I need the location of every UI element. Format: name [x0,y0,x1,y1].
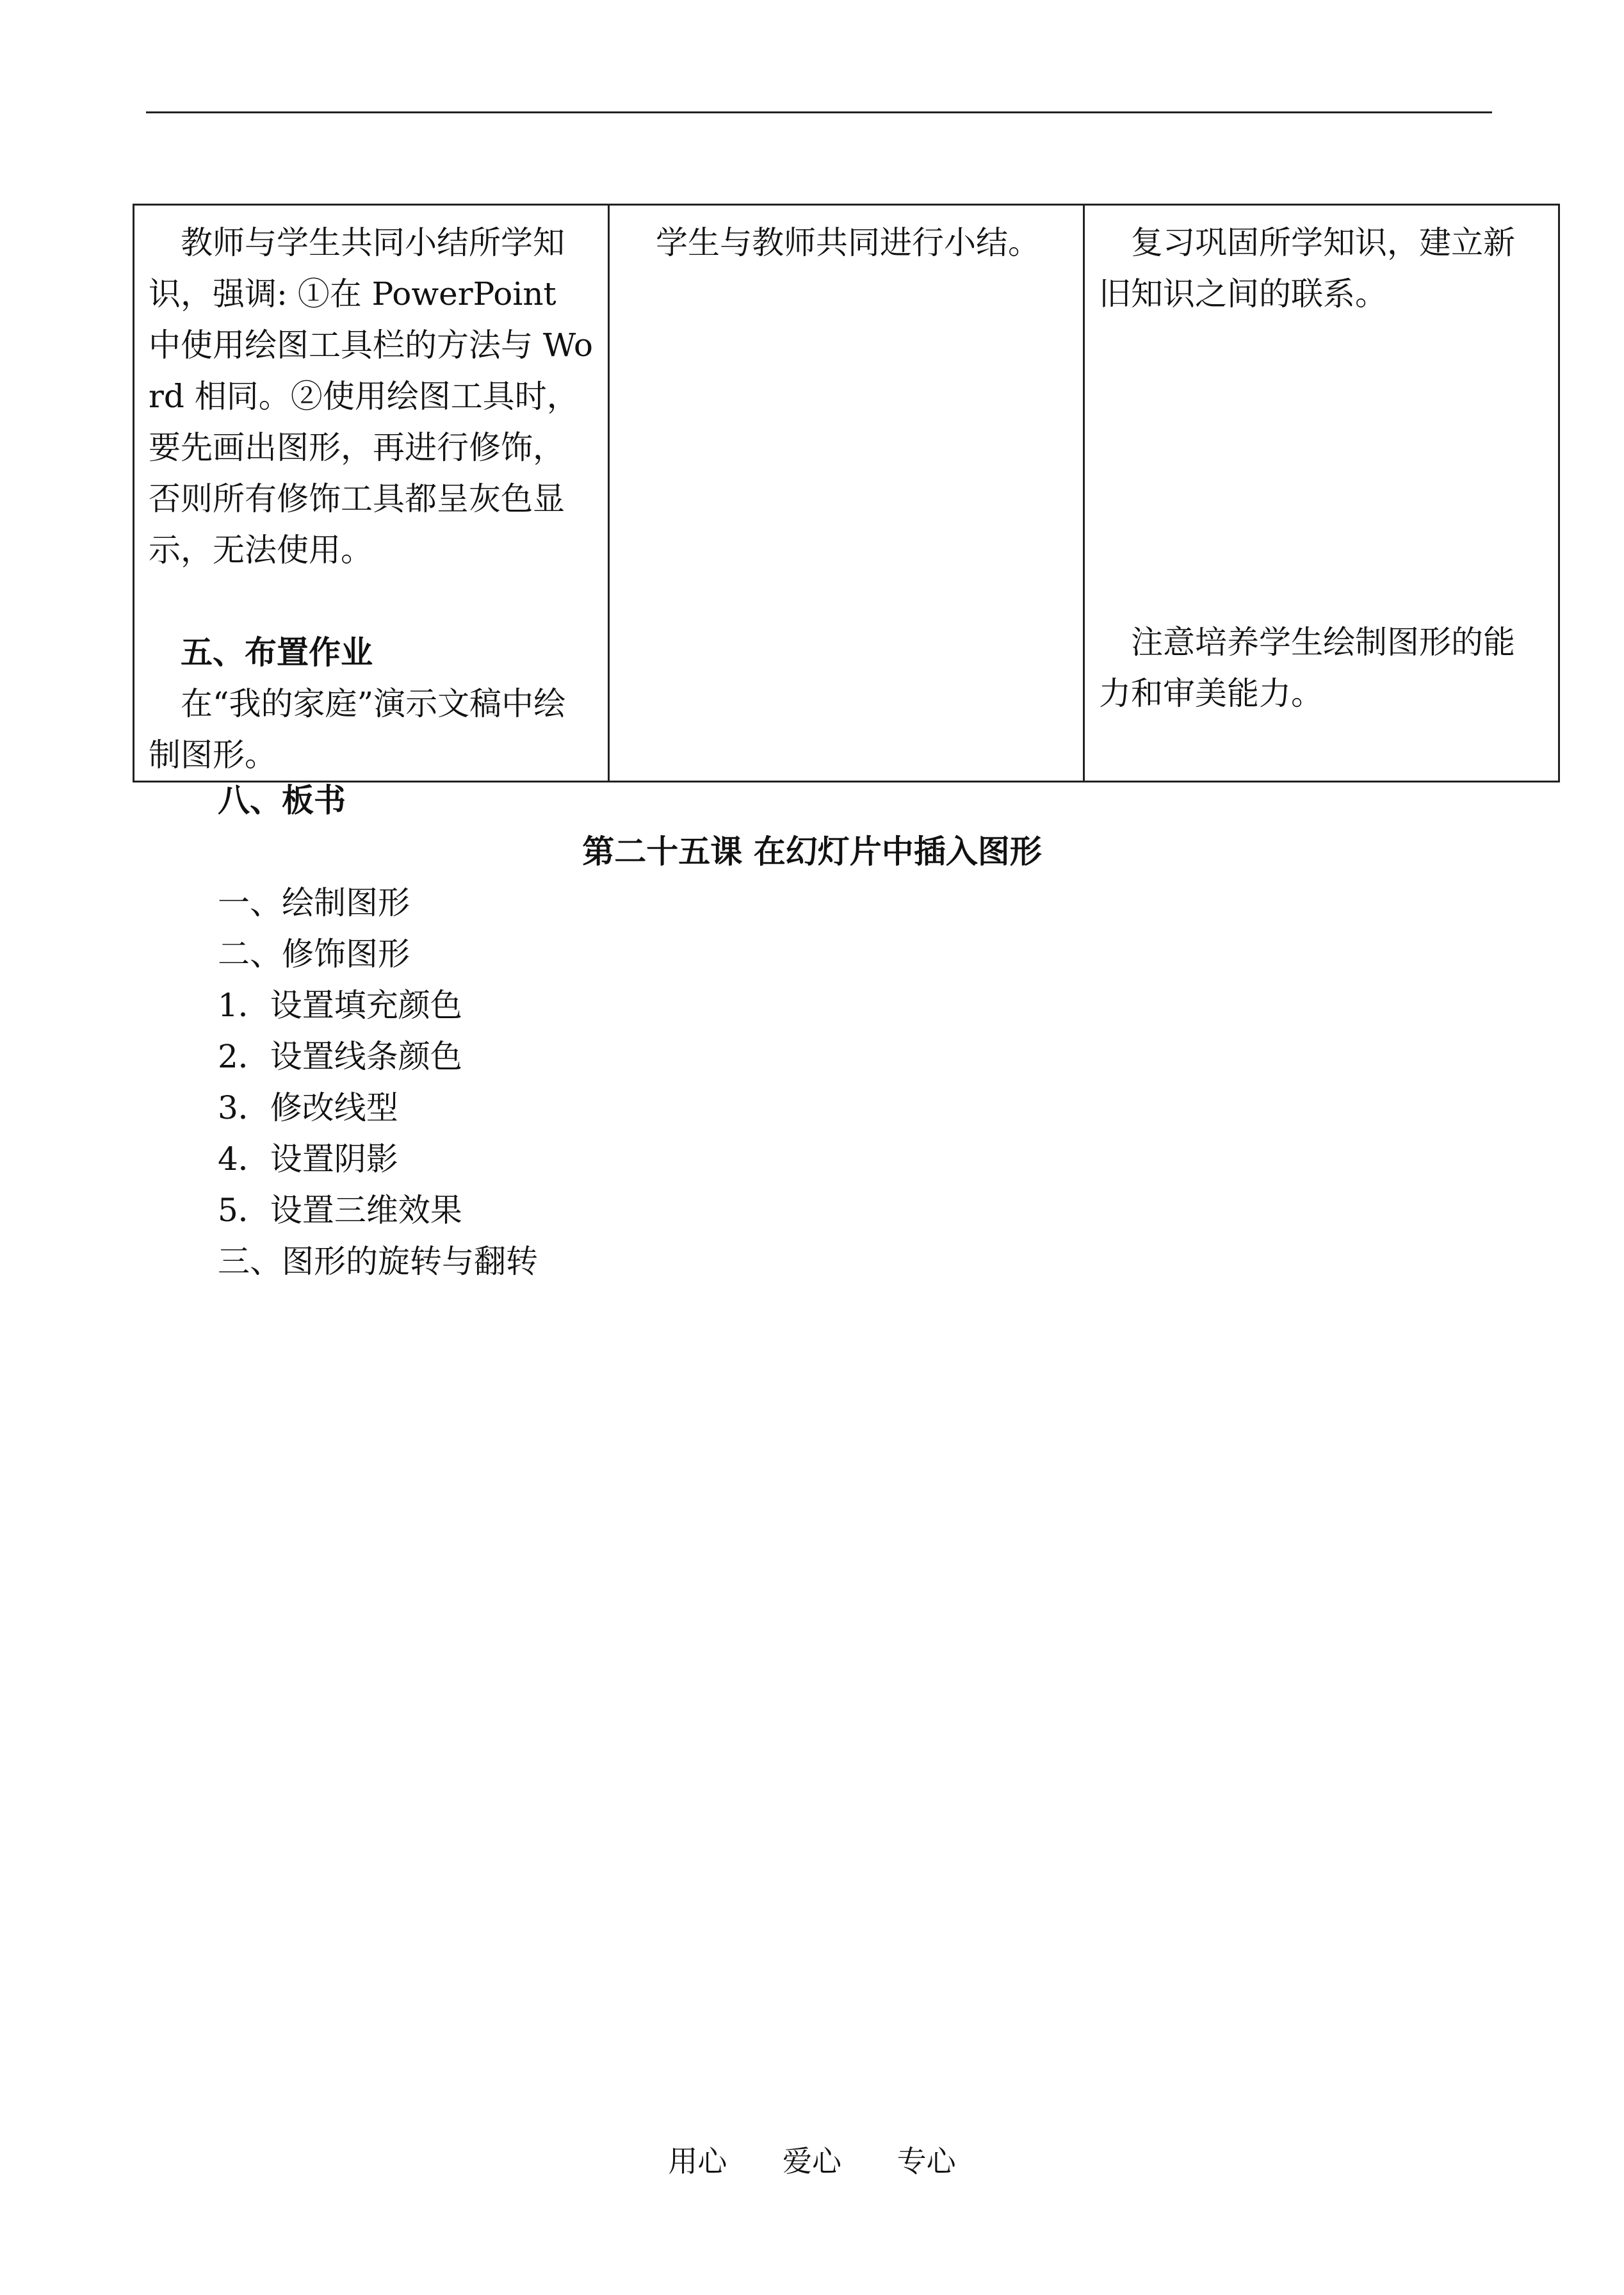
list-item: 5．设置三维效果 [218,1192,462,1229]
footer-word: 专心 [897,2144,956,2178]
board-outline [218,877,538,1287]
footer-word: 用心 [668,2144,727,2178]
list-item: 一、绘制图形 [218,884,410,921]
board-title: 第二十五课 在幻灯片中插入图形 [582,832,1042,870]
homework-heading: 五、布置作业 [181,633,373,671]
page-footer [0,2139,1624,2184]
summary-paragraph: 教师与学生共同小结所学知识，强调: ①在 PowerPoint 中使用绘图工具栏的方法与 Word 相同。②使用绘图工具时，要先画出图形，再进行修饰，否则所有修饰工具都呈灰色显示，无法使用。 [149,224,593,569]
list-item: 3．修改线型 [218,1089,398,1126]
list-item: 2．设置线条颜色 [218,1038,462,1075]
list-item: 三、图形的旋转与翻转 [218,1243,538,1280]
list-item: 二、修饰图形 [218,936,410,973]
board-heading: 八、板书 [218,781,346,819]
design-intent-cell [1084,205,1559,782]
homework-paragraph: 在“我的家庭”演示文稿中绘制图形。 [149,685,566,774]
lesson-plan-table [133,204,1560,783]
footer-word: 爱心 [783,2144,841,2178]
header-rule [146,111,1492,113]
list-item: 4．设置阴影 [218,1140,398,1178]
ability-paragraph: 注意培养学生绘制图形的能力和审美能力。 [1099,624,1515,712]
review-paragraph: 复习巩固所学知识，建立新旧知识之间的联系。 [1099,224,1515,312]
list-item: 1．设置填充颜色 [218,987,462,1024]
teacher-activity-cell [134,205,609,782]
student-activity-cell [609,205,1084,782]
table-row [134,205,1559,782]
student-summary-paragraph: 学生与教师共同进行小结。 [656,224,1040,261]
